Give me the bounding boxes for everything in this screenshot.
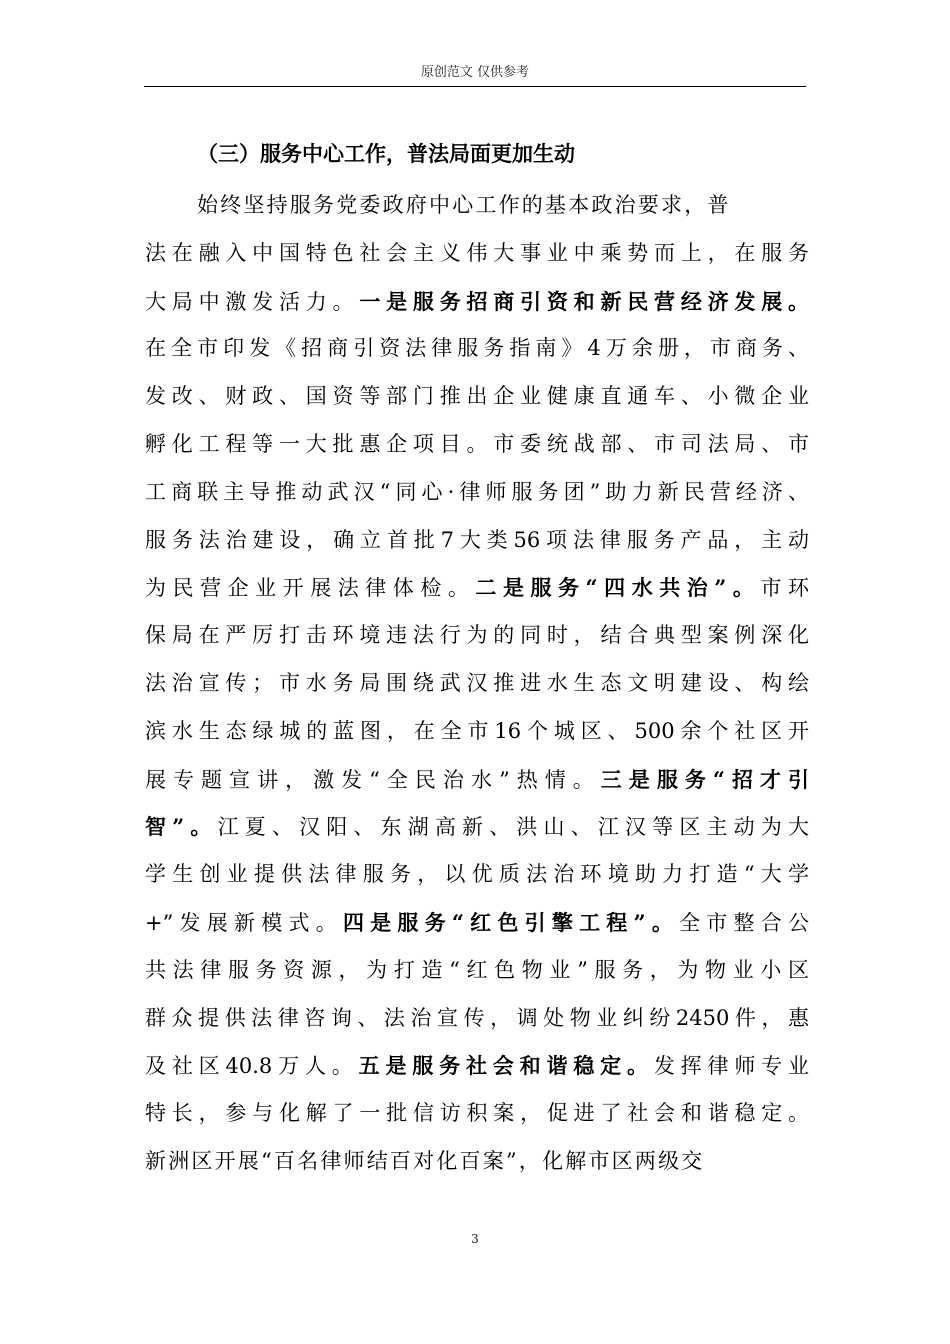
bold-text-segment: 四是服务“红色引擎工程”。 xyxy=(342,909,680,935)
text-line xyxy=(145,182,809,230)
text-line xyxy=(145,373,809,421)
text-line xyxy=(145,421,809,469)
header-rule xyxy=(144,86,806,87)
text-segment: 滨水生态绿城的蓝图，在全市16个城区、500余个社区开 xyxy=(145,718,809,743)
text-segment: 学生创业提供法律服务，以优质法治环境助力打造“大学 xyxy=(145,862,809,887)
text-segment: 服务法治建设，确立首批7大类56项法律服务产品，主动 xyxy=(145,527,809,552)
text-segment: 为民营企业开展法律体检。 xyxy=(145,576,476,601)
text-segment: 展专题宣讲，激发“全民治水”热情。 xyxy=(145,767,601,792)
bold-text-segment: 五是服务社会和谐稳定。 xyxy=(358,1053,654,1079)
text-segment: 群众提供法律咨询、法治宣传，调处物业纠纷2450件，惠 xyxy=(145,1005,809,1030)
page-number: 3 xyxy=(471,1232,479,1246)
text-segment: 及社区40.8万人。 xyxy=(145,1054,359,1079)
text-line xyxy=(145,1090,809,1138)
text-line xyxy=(145,564,809,612)
page-header: 原创范文 仅供参考 xyxy=(420,65,530,80)
text-line xyxy=(145,708,809,756)
text-segment: 大局中激发活力。 xyxy=(145,289,360,314)
text-segment: 保局在严厉打击环境违法行为的同时，结合典型案例深化 xyxy=(145,623,809,648)
text-line xyxy=(145,1138,809,1186)
text-line xyxy=(145,660,809,708)
text-line xyxy=(145,899,809,947)
text-segment: 江夏、汉阳、东湖高新、洪山、江汉等区主动为大 xyxy=(217,815,809,840)
text-line xyxy=(145,278,809,326)
text-segment: 孵化工程等一大批惠企项目。市委统战部、市司法局、市 xyxy=(145,431,809,456)
text-segment: 特长，参与化解了一批信访积案，促进了社会和谐稳定。 xyxy=(145,1101,809,1126)
text-line xyxy=(145,1042,809,1090)
text-line xyxy=(145,230,809,278)
text-segment: 在全市印发《招商引资法律服务指南》4万余册，市商务、 xyxy=(145,336,809,361)
section-heading: （三）服务中心工作，普法局面更加生动 xyxy=(197,141,575,166)
text-line xyxy=(145,325,809,373)
text-segment: 全市整合公 xyxy=(679,910,809,935)
text-segment: 发改、财政、国资等部门推出企业健康直通车、小微企业 xyxy=(145,384,809,409)
text-segment: +”发展新模式。 xyxy=(145,910,343,935)
text-line xyxy=(145,803,809,851)
text-line xyxy=(145,851,809,899)
text-segment: 新洲区开展“百名律师结百对化百案”，化解市区两级交 xyxy=(145,1148,705,1173)
text-segment: 市环 xyxy=(760,576,810,601)
bold-text-segment: 智”。 xyxy=(145,814,218,840)
text-segment: 发挥律师专业 xyxy=(653,1054,810,1079)
text-line xyxy=(145,612,809,660)
text-line xyxy=(145,947,809,995)
text-segment: 始终坚持服务党委政府中心工作的基本政治要求，普 xyxy=(197,193,731,217)
bold-text-segment: 三是服务“招才引 xyxy=(600,766,809,792)
text-segment: 法在融入中国特色社会主义伟大事业中乘势而上，在服务 xyxy=(145,240,809,265)
text-line xyxy=(145,756,809,804)
text-segment: 工商联主导推动武汉“同心·律师服务团”助力新民营经济、 xyxy=(145,479,809,504)
text-line xyxy=(145,995,809,1043)
bold-text-segment: 二是服务“四水共治”。 xyxy=(475,575,761,601)
text-line xyxy=(145,469,809,517)
text-line xyxy=(145,517,809,565)
text-segment: 共法律服务资源，为打造“红色物业”服务，为物业小区 xyxy=(145,957,809,982)
body-paragraph xyxy=(145,182,809,1186)
text-segment: 法治宣传；市水务局围绕武汉推进水生态文明建设、构绘 xyxy=(145,670,809,695)
bold-text-segment: 一是服务招商引资和新民营经济发展。 xyxy=(359,288,810,314)
